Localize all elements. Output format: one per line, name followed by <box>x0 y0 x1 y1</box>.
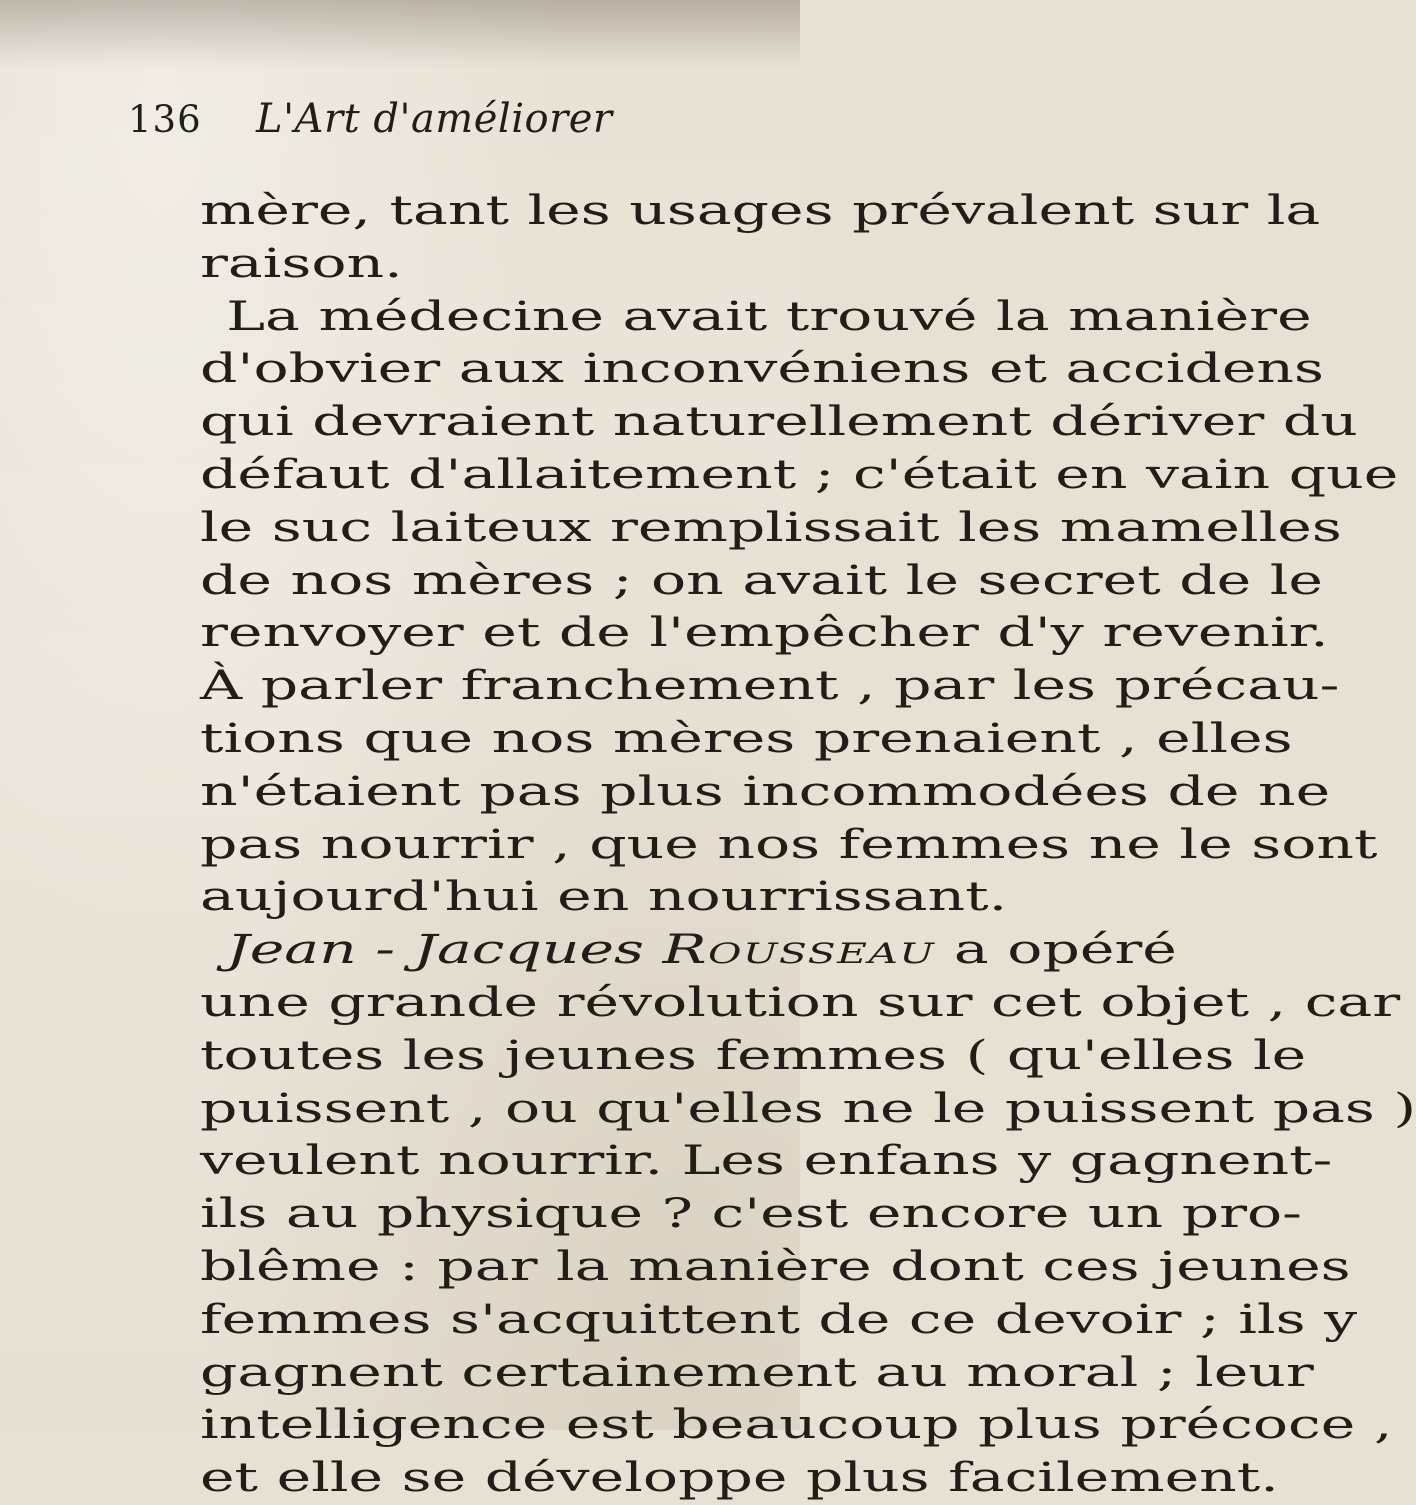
page-edge-shadow <box>0 0 800 70</box>
text-line: ils au physique ? c'est encore un pro- <box>200 1191 1302 1238</box>
text-line: et elle se développe plus facilement. <box>200 1455 1279 1502</box>
text-line: d'obvier aux inconvéniens et accidens <box>200 346 1324 393</box>
text-fragment: a opéré <box>935 927 1177 974</box>
text-line: tions que nos mères prenaient , elles <box>200 715 1293 762</box>
text-line: veulent nourrir. Les enfans y gagnent- <box>200 1138 1333 1185</box>
text-line: le suc laiteux remplissait les mamelles <box>200 504 1342 551</box>
text-line: n'étaient pas plus incommodées de ne <box>200 768 1331 815</box>
body-text <box>200 185 1416 1505</box>
text-line: puissent , ou qu'elles ne le puissent pas ) <box>200 1085 1416 1132</box>
text-line: mère, tant les usages prévalent sur la <box>200 188 1321 234</box>
text-line: femmes s'acquittent de ce devoir ; ils y <box>200 1296 1358 1343</box>
text-line: intelligence est beaucoup plus précoce , <box>200 1402 1393 1449</box>
text-line: toutes les jeunes femmes ( qu'elles le <box>200 1032 1307 1079</box>
text-line-paragraph-start <box>200 924 1177 977</box>
text-line: raison. <box>200 240 403 287</box>
text-line: de nos mères ; on avait le secret de le <box>200 557 1323 604</box>
text-line: pas nourrir , que nos femmes ne le sont <box>200 821 1378 868</box>
text-line-paragraph-start: La médecine avait trouvé la manière <box>226 293 1312 340</box>
author-surname-small-caps: Rousseau <box>662 927 936 974</box>
text-line: aujourd'hui en nourrissant. <box>200 874 1008 921</box>
page-header <box>128 98 688 148</box>
text-line: blême : par la manière dont ces jeunes <box>200 1243 1351 1290</box>
page-number: 136 <box>128 98 202 141</box>
author-name-italic: Jean - Jacques <box>226 927 645 974</box>
text-line: gagnent certainement au moral ; leur <box>200 1349 1314 1396</box>
text-line: renvoyer et de l'empêcher d'y revenir. <box>200 610 1329 657</box>
text-line: À parler franchement , par les précau- <box>200 663 1340 710</box>
text-line: qui devraient naturellement dériver du <box>200 399 1358 446</box>
text-line: une grande révolution sur cet objet , car <box>200 979 1401 1026</box>
running-title: L'Art d'améliorer <box>256 96 613 142</box>
text-line: défaut d'allaitement ; c'était en vain que <box>200 451 1399 498</box>
